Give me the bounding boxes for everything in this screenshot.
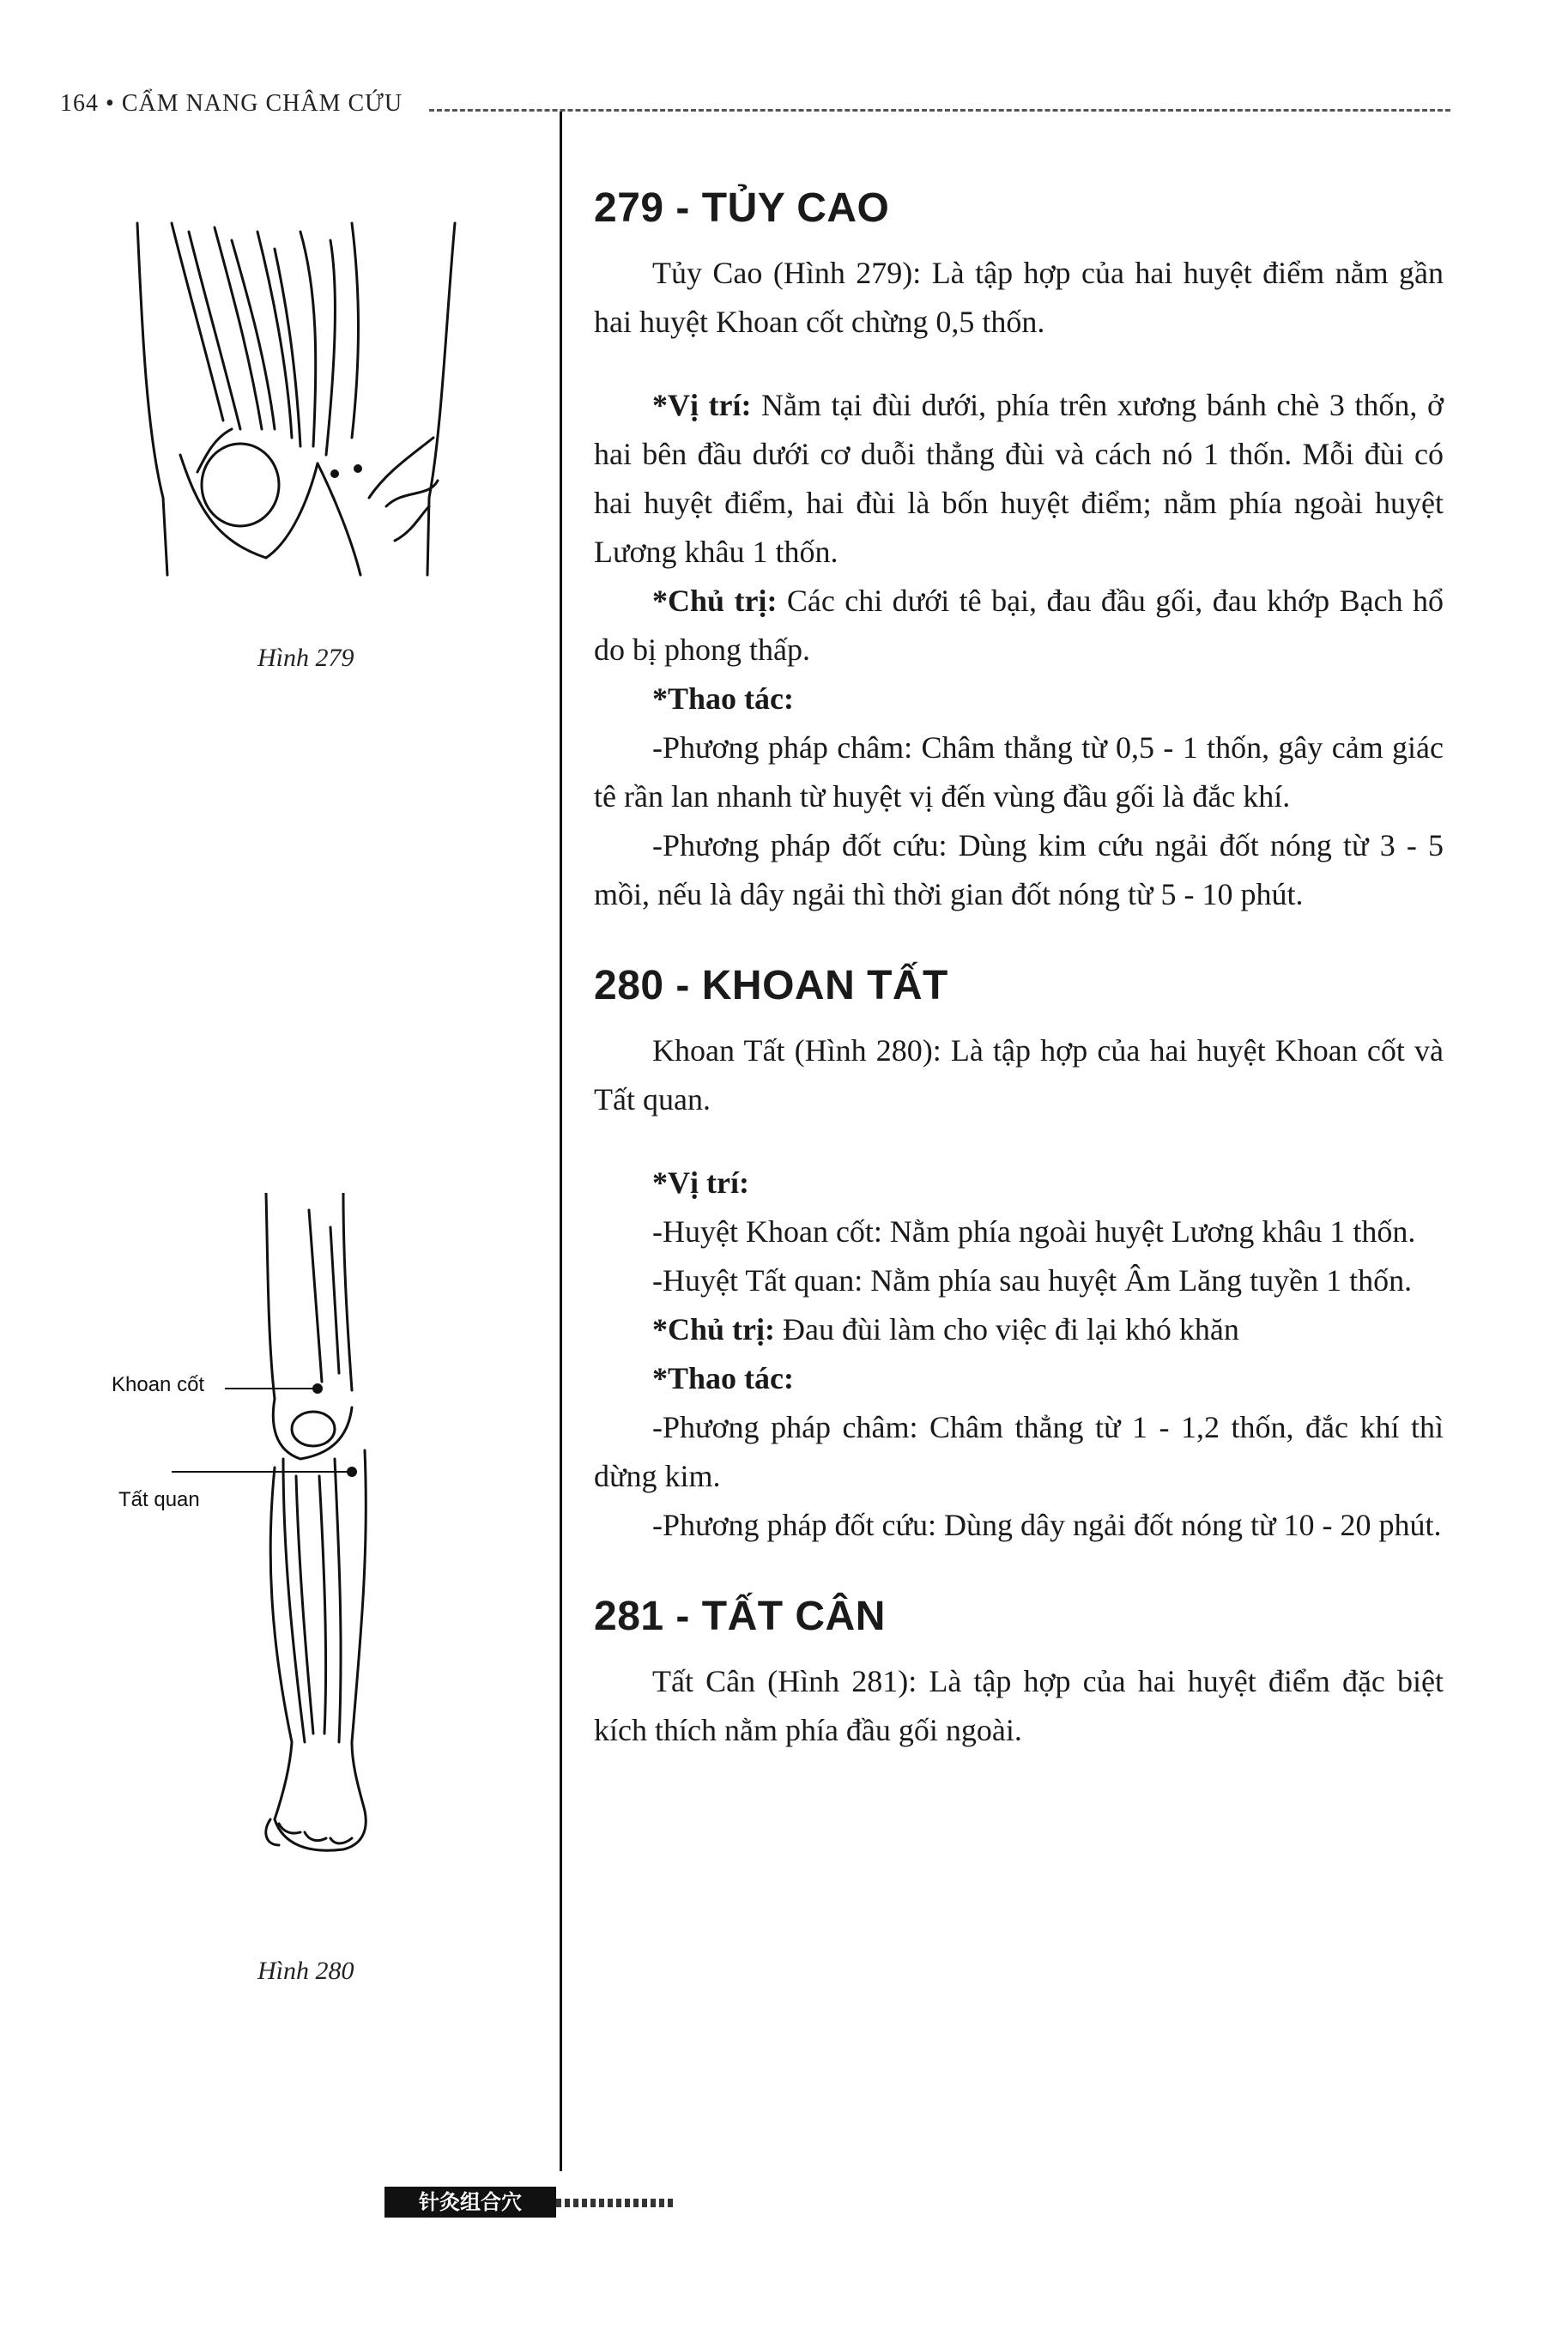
section-279-cham: -Phương pháp châm: Châm thẳng từ 0,5 - 1 thốn, gây cảm giác tê rần lan nhanh từ huyệt vị đến vùng đầu gối là đắc khí. bbox=[594, 730, 1444, 814]
section-281 bbox=[594, 1593, 1444, 1755]
figure-column bbox=[0, 0, 558, 2348]
section-280-chu-tri bbox=[594, 1305, 1444, 1354]
figure-280-caption: Hình 280 bbox=[257, 1957, 354, 1985]
section-279 bbox=[594, 185, 1444, 919]
vi-tri-label: *Vị trí: bbox=[652, 388, 752, 422]
chu-tri-text: Đau đùi làm cho việc đi lại khó khăn bbox=[775, 1312, 1239, 1346]
footer-chinese-text: 针灸组合穴 bbox=[384, 2187, 556, 2218]
section-280-vi-tri-1: -Huyệt Khoan cốt: Nằm phía ngoài huyệt Lương khâu 1 thốn. bbox=[652, 1214, 1416, 1249]
khoan-cot-leader-line bbox=[225, 1388, 319, 1389]
section-280-cham: -Phương pháp châm: Châm thẳng từ 1 - 1,2 thốn, đắc khí thì dừng kim. bbox=[594, 1410, 1444, 1493]
header-rule bbox=[429, 109, 1450, 112]
figure-280-leg-illustration bbox=[223, 1193, 481, 1897]
footer-band bbox=[384, 2187, 693, 2221]
section-280-thao-tac-label: *Thao tác: bbox=[652, 1361, 794, 1395]
section-279-vi-tri bbox=[594, 381, 1444, 577]
section-279-thao-tac-label: *Thao tác: bbox=[652, 681, 794, 716]
book-title: CẨM NANG CHÂM CỨU bbox=[121, 90, 403, 117]
vi-tri-text: Nằm tại đùi dưới, phía trên xương bánh chè 3 thốn, ở hai bên đầu dưới cơ duỗi thẳng đùi và cách nó 1 thốn. Mỗi đùi có hai huyệt điểm, hai đùi là bốn huyệt điểm; nằm phía ngoài huyệt Lương khâu 1 thốn. bbox=[594, 388, 1444, 569]
header-bullet: • bbox=[106, 90, 115, 117]
section-280-intro: Khoan Tất (Hình 280): Là tập hợp của hai huyệt Khoan cốt và Tất quan. bbox=[594, 1033, 1444, 1117]
section-280 bbox=[594, 962, 1444, 1550]
figure-279-knee-illustration bbox=[103, 215, 481, 584]
chu-tri-label: *Chủ trị: bbox=[652, 1312, 775, 1346]
footer-decoration bbox=[556, 2199, 676, 2207]
section-281-intro: Tất Cân (Hình 281): Là tập hợp của hai huyệt điểm đặc biệt kích thích nằm phía đầu gối ngoài. bbox=[594, 1664, 1444, 1747]
section-280-dot-cuu: -Phương pháp đốt cứu: Dùng dây ngải đốt nóng từ 10 - 20 phút. bbox=[652, 1508, 1442, 1542]
column-divider bbox=[560, 112, 562, 2171]
figure-279-caption: Hình 279 bbox=[257, 644, 354, 672]
section-280-vi-tri-2: -Huyệt Tất quan: Nằm phía sau huyệt Âm Lăng tuyền 1 thốn. bbox=[652, 1263, 1413, 1298]
tat-quan-leader-line bbox=[172, 1471, 354, 1473]
chu-tri-text: Các chi dưới tê bại, đau đầu gối, đau khớp Bạch hổ do bị phong thấp. bbox=[594, 584, 1444, 667]
section-279-chu-tri bbox=[594, 577, 1444, 675]
section-281-title: 281 - TẤT CÂN bbox=[594, 1594, 886, 1639]
chu-tri-label: *Chủ trị: bbox=[652, 584, 778, 618]
tat-quan-label: Tất quan bbox=[118, 1488, 200, 1511]
khoan-cot-label: Khoan cốt bbox=[112, 1373, 205, 1396]
section-280-vi-tri-label: *Vị trí: bbox=[652, 1165, 749, 1200]
page-number: 164 bbox=[60, 90, 99, 117]
text-column bbox=[594, 185, 1444, 1781]
section-279-intro: Tủy Cao (Hình 279): Là tập hợp của hai huyệt điểm nằm gần hai huyệt Khoan cốt chừng 0,5 thốn. bbox=[594, 256, 1444, 339]
section-279-title: 279 - TỦY CAO bbox=[594, 185, 890, 231]
section-280-title: 280 - KHOAN TẤT bbox=[594, 963, 948, 1008]
section-279-dot-cuu: -Phương pháp đốt cứu: Dùng kim cứu ngải đốt nóng từ 3 - 5 mồi, nếu là dây ngải thì thời gian đốt nóng từ 5 - 10 phút. bbox=[594, 828, 1444, 911]
